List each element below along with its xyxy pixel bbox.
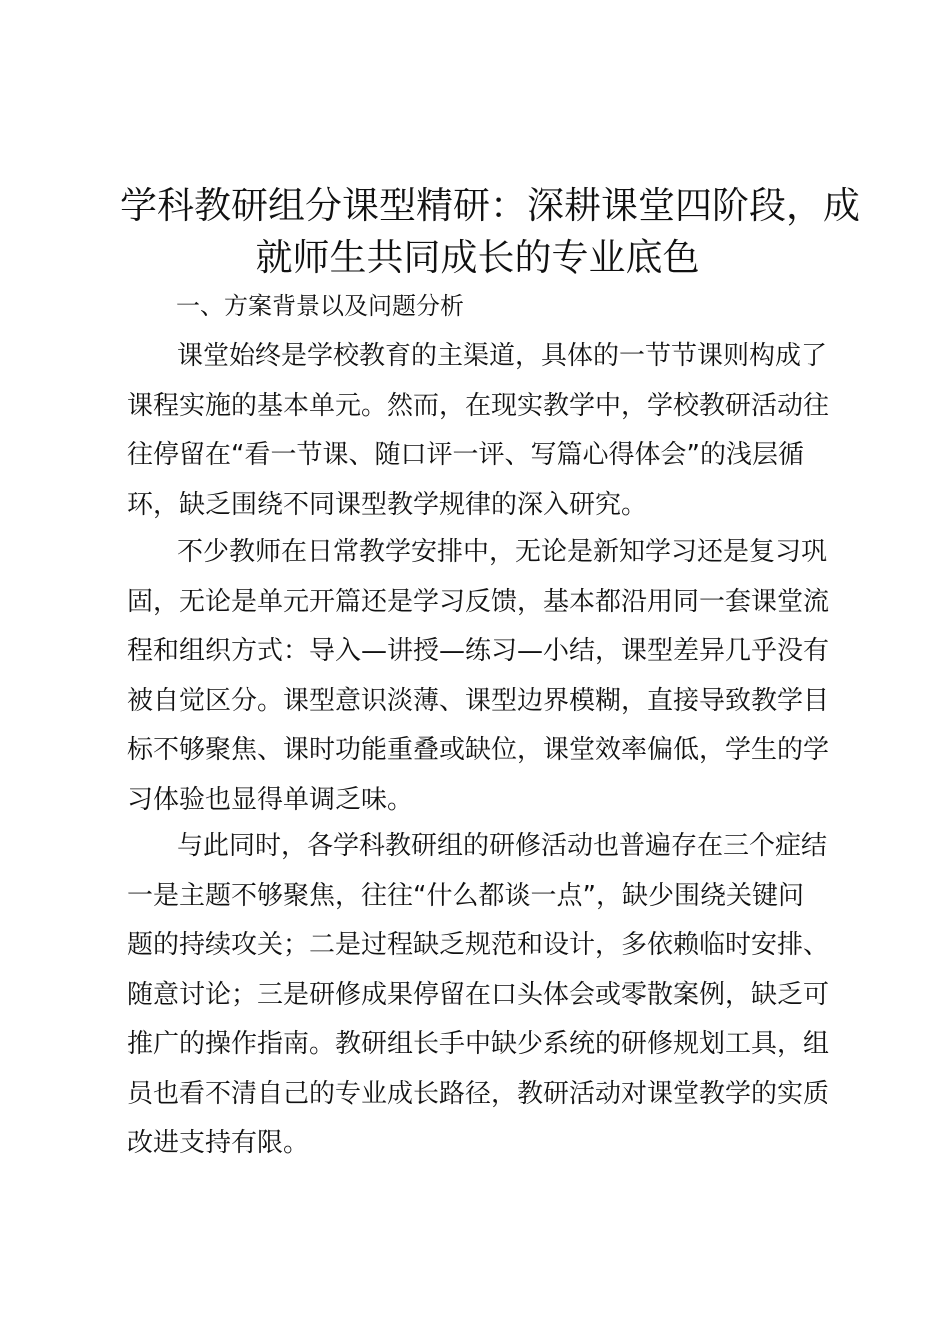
paragraph-2 — [127, 528, 837, 825]
paragraph-3 — [127, 822, 837, 1169]
document-title — [120, 180, 860, 284]
paragraph-line: 固，无论是单元开篇还是学习反馈，基本都沿用同一套课堂流 — [127, 586, 830, 617]
paragraph-line: 往停留在“看一节课、随口评一评、写篇心得体会”的浅层循 — [127, 440, 804, 470]
paragraph-1 — [127, 332, 837, 530]
paragraph-line: 随意讨论；三是研修成果停留在口头体会或零散案例，缺乏可 — [127, 979, 830, 1010]
paragraph-line: 题的持续攻关；二是过程缺乏规范和设计，多依赖临时安排、 — [127, 930, 830, 960]
paragraph-line: 一是主题不够聚焦，往往“什么都谈一点”，缺少围绕关键问 — [127, 880, 804, 911]
title-line: 学科教研组分课型精研：深耕课堂四阶段，成 — [120, 184, 860, 227]
paragraph-line: 被自觉区分。课型意识淡薄、课型边界模糊，直接导致教学目 — [127, 685, 830, 716]
paragraph-line: 环，缺乏围绕不同课型教学规律的深入研究。 — [127, 489, 648, 520]
paragraph-line: 改进支持有限。 — [127, 1128, 310, 1158]
section-heading: 一、方案背景以及问题分析 — [176, 292, 464, 320]
paragraph-line: 不少教师在日常教学安排中，无论是新知学习还是复习巩 — [177, 537, 828, 567]
paragraph-line: 标不够聚焦、课时功能重叠或缺位，课堂效率偏低，学生的学 — [127, 735, 830, 765]
paragraph-line: 推广的操作指南。教研组长手中缺少系统的研修规划工具，组 — [127, 1029, 830, 1059]
title-line: 就师生共同成长的专业底色 — [255, 236, 700, 279]
paragraph-line: 课程实施的基本单元。然而，在现实教学中，学校教研活动往 — [127, 390, 830, 421]
paragraph-line: 员也看不清自己的专业成长路径，教研活动对课堂教学的实质 — [127, 1078, 830, 1109]
paragraph-line: 与此同时，各学科教研组的研修活动也普遍存在三个症结 — [177, 831, 828, 861]
paragraph-line: 程和组织方式：导入—讲授—练习—小结，课型差异几乎没有 — [127, 636, 830, 666]
paragraph-line: 课堂始终是学校教育的主渠道，具体的一节节课则构成了 — [177, 341, 828, 371]
paragraph-line: 习体验也显得单调乏味。 — [127, 784, 414, 815]
